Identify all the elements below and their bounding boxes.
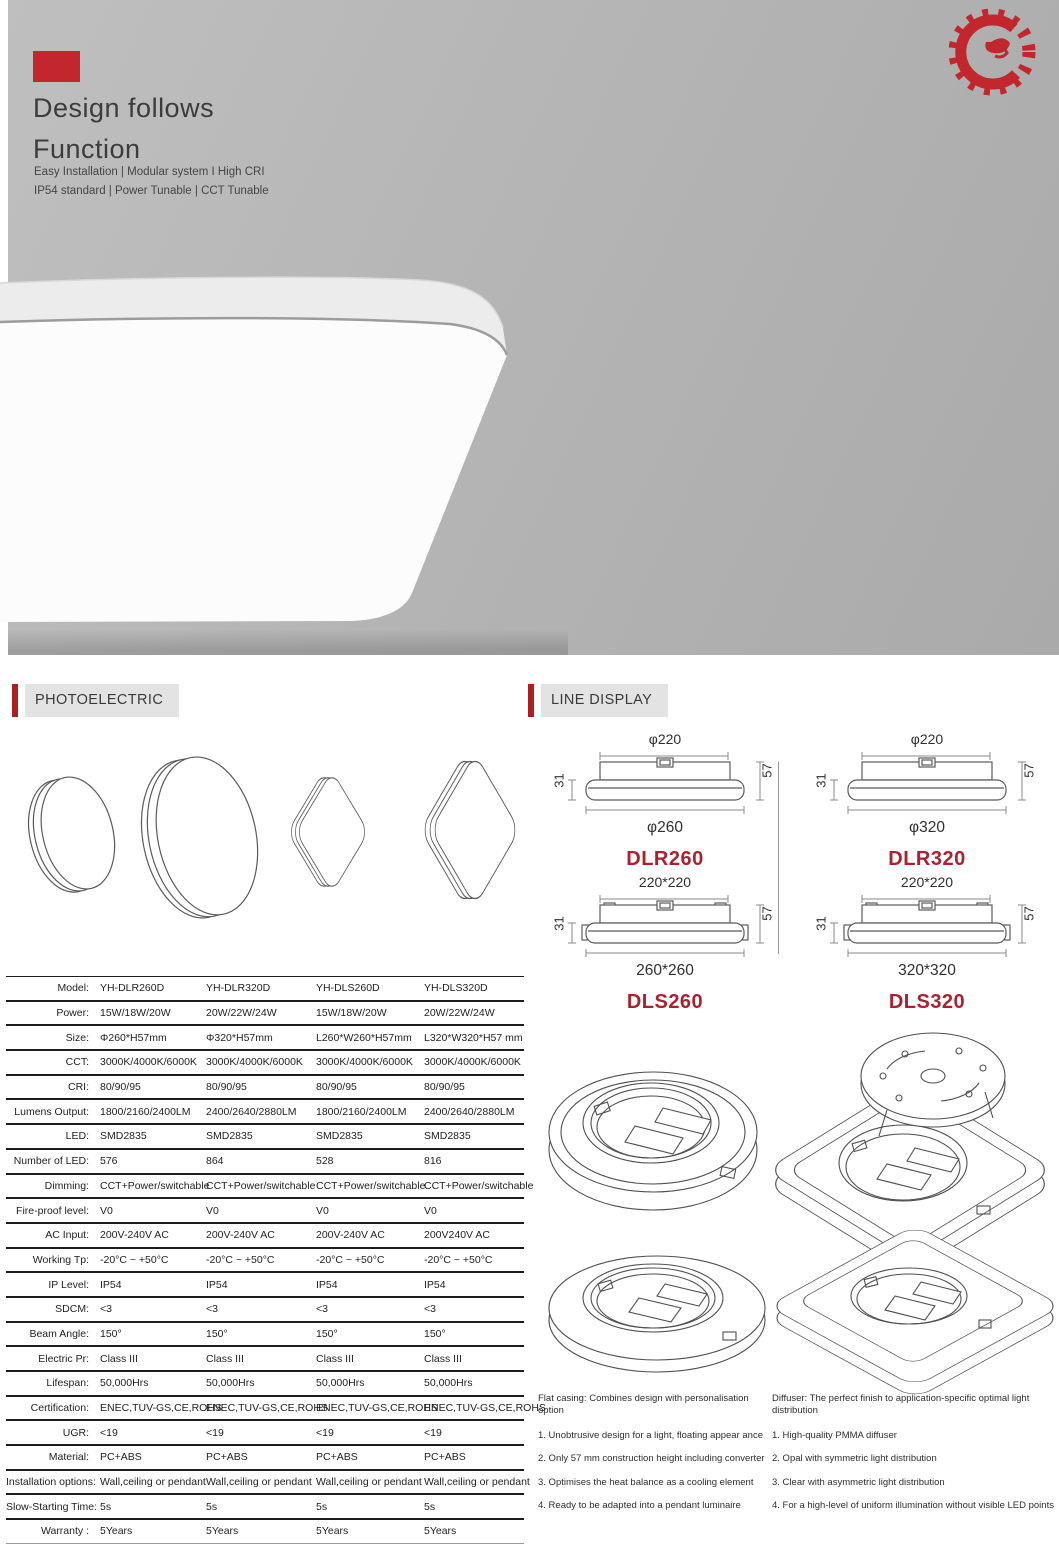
row-label: Installation options: — [6, 1476, 96, 1489]
row-value: 150° — [424, 1327, 446, 1340]
row-value: 3000K/4000K/6000K — [316, 1056, 413, 1069]
dimension-diagram-cell — [540, 731, 790, 874]
feature-lines — [34, 163, 269, 201]
row-value: 150° — [100, 1327, 122, 1340]
note-title: Diffuser: The perfect finish to application-specific optimal light distribution — [772, 1393, 1030, 1416]
brand-accent-square — [33, 51, 80, 82]
red-bar — [12, 684, 18, 717]
row-label: Lifespan: — [46, 1377, 89, 1390]
row-value: 2400/2640/2880LM — [424, 1105, 515, 1118]
row-value: 2400/2640/2880LM — [206, 1105, 297, 1118]
row-value: CCT+Power/switchable — [206, 1179, 316, 1192]
row-label: CCT: — [65, 1056, 89, 1069]
row-value: -20°C ~ +50°C — [100, 1253, 169, 1266]
row-label: LED: — [65, 1130, 89, 1143]
row-value: 576 — [100, 1155, 118, 1168]
dimension-drawing — [558, 893, 773, 961]
dimension-diagram — [551, 874, 775, 1014]
row-value: <3 — [316, 1303, 328, 1316]
row-label: Material: — [48, 1451, 89, 1464]
right-dimension-label: 57 — [1021, 763, 1037, 778]
dimension-diagram — [551, 731, 775, 871]
row-value: 50,000Hrs — [100, 1377, 149, 1390]
model-label: DLR260 — [626, 848, 704, 870]
model-label: DLR320 — [888, 848, 966, 870]
row-value: Wall,ceiling or pendant — [100, 1476, 206, 1489]
table-row — [6, 1395, 546, 1420]
dimension-diagram — [813, 731, 1037, 871]
row-value: Wall,ceiling or pendant — [424, 1476, 530, 1489]
bottom-dimension-label: 260*260 — [636, 962, 694, 979]
table-row — [6, 1222, 524, 1247]
table-row — [6, 976, 524, 1000]
left-dimension-label: 31 — [551, 916, 567, 931]
row-label: Fire-proof level: — [16, 1204, 89, 1217]
table-row — [6, 1444, 524, 1469]
row-value: 5s — [424, 1500, 436, 1513]
spec-table — [6, 976, 546, 1544]
row-value: 5Years — [100, 1525, 133, 1538]
row-value: CCT+Power/switchable — [100, 1179, 210, 1192]
row-value: 5s — [100, 1500, 112, 1513]
row-label: Electric Pr: — [38, 1352, 89, 1365]
row-value: CCT+Power/switchable — [424, 1179, 534, 1192]
row-value: V0 — [206, 1204, 219, 1217]
red-bar — [528, 684, 534, 717]
note-item: 3. Optimises the heat balance as a cooling element — [538, 1476, 754, 1488]
row-value: 5Years — [424, 1525, 457, 1538]
row-value: PC+ABS — [100, 1451, 142, 1464]
row-value: 200V-240V AC — [100, 1229, 169, 1242]
row-value: L320*W320*H57 mm — [424, 1031, 523, 1044]
bottom-dimension-label: φ320 — [909, 819, 945, 836]
section-title: PHOTOELECTRIC — [25, 684, 179, 717]
row-value: <19 — [206, 1426, 224, 1439]
row-value: 5s — [206, 1500, 218, 1513]
row-value: 864 — [206, 1155, 224, 1168]
table-row — [6, 1419, 524, 1444]
row-label: Number of LED: — [13, 1155, 89, 1168]
table-row — [6, 1197, 524, 1222]
row-value: SMD2835 — [206, 1130, 253, 1143]
note-item: 1. Unobtrusive design for a light, floating appear ance — [538, 1429, 763, 1441]
hero-section — [8, 0, 1059, 655]
row-value: <3 — [424, 1303, 436, 1316]
model-label: DLS320 — [888, 991, 966, 1013]
row-value: 3000K/4000K/6000K — [100, 1056, 197, 1069]
top-dimension-label: 220*220 — [900, 874, 954, 890]
section-header-photoelectric — [12, 684, 179, 717]
row-value: YH-DLR320D — [206, 982, 271, 995]
note-item: 3. Clear with asymmetric light distribution — [772, 1476, 945, 1488]
sun-logo-icon — [945, 2, 1041, 102]
note-item: 4. Ready to be adapted into a pendant luminaire — [538, 1500, 741, 1511]
table-row — [6, 1247, 524, 1272]
row-value: PC+ABS — [424, 1451, 466, 1464]
row-label: Model: — [57, 982, 89, 995]
row-label: Certification: — [30, 1402, 89, 1415]
feature-line: Easy Installation | Modular system I High CRI — [34, 166, 265, 178]
bottom-dimension-label: φ260 — [647, 819, 683, 836]
row-value: SMD2835 — [100, 1130, 147, 1143]
product-3d-drawings — [535, 1020, 1055, 1385]
row-value: 200V-240V AC — [316, 1229, 385, 1242]
table-row — [6, 1000, 524, 1025]
row-value: 150° — [316, 1327, 338, 1340]
row-value: V0 — [424, 1204, 437, 1217]
row-value: 1800/2160/2400LM — [100, 1105, 191, 1118]
round-back-deep — [549, 1072, 757, 1210]
row-value: V0 — [100, 1204, 113, 1217]
note-items — [772, 1430, 1057, 1512]
row-value: IP54 — [100, 1278, 122, 1291]
table-row — [6, 1074, 524, 1099]
column-divider-line — [778, 762, 779, 954]
row-value: <19 — [424, 1426, 442, 1439]
row-label: AC Input: — [45, 1229, 89, 1242]
row-label: IP Level: — [48, 1278, 89, 1291]
table-row — [6, 1493, 524, 1518]
section-header-line-display — [528, 684, 668, 717]
row-value: L260*W260*H57mm — [316, 1031, 412, 1044]
table-row — [6, 1370, 524, 1395]
row-value: 3000K/4000K/6000K — [206, 1056, 303, 1069]
table-row — [6, 1049, 524, 1074]
row-label: SDCM: — [55, 1303, 89, 1316]
row-value: 80/90/95 — [316, 1081, 357, 1094]
row-value: 50,000Hrs — [424, 1377, 473, 1390]
row-label: UGR: — [62, 1426, 89, 1439]
row-value: IP54 — [424, 1278, 446, 1291]
note-item: 2. Only 57 mm construction height including converter — [538, 1453, 765, 1464]
row-value: Φ320*H57mm — [206, 1031, 273, 1044]
row-value: Φ260*H57mm — [100, 1031, 167, 1044]
row-value: Class III — [206, 1352, 244, 1365]
row-value: 150° — [206, 1327, 228, 1340]
model-label: DLS260 — [626, 991, 704, 1013]
row-value: ENEC,TUV-GS,CE,ROHS — [206, 1402, 328, 1415]
square-back-flat — [768, 1225, 1059, 1399]
dimension-diagram-cell — [540, 874, 790, 1017]
flat-casing-notes — [538, 1393, 766, 1511]
row-value: 5Years — [316, 1525, 349, 1538]
section-title: LINE DISPLAY — [541, 684, 668, 717]
row-value: <19 — [316, 1426, 334, 1439]
dimension-diagram — [813, 874, 1037, 1014]
row-value: Class III — [424, 1352, 462, 1365]
round-back-flat — [549, 1256, 765, 1372]
row-value: -20°C ~ +50°C — [316, 1253, 385, 1266]
row-value: 80/90/95 — [100, 1081, 141, 1094]
left-dimension-label: 31 — [813, 773, 829, 788]
table-row — [6, 1296, 524, 1321]
row-label: CRI: — [68, 1081, 89, 1094]
row-value: ENEC,TUV-GS,CE,ROHS — [316, 1402, 438, 1415]
row-label: Dimming: — [44, 1179, 89, 1192]
top-dimension-label: φ220 — [648, 731, 682, 747]
table-row — [6, 1518, 524, 1543]
row-value: YH-DLR260D — [100, 982, 165, 995]
row-value: <3 — [100, 1303, 112, 1316]
row-value: SMD2835 — [316, 1130, 363, 1143]
dimension-drawing — [820, 750, 1035, 818]
left-dimension-label: 31 — [551, 773, 567, 788]
row-value: 50,000Hrs — [206, 1377, 255, 1390]
bottom-dimension-label: 320*320 — [898, 962, 956, 979]
table-row — [6, 1271, 524, 1296]
table-row — [6, 1321, 524, 1346]
row-label: Warranty : — [40, 1525, 89, 1538]
table-row — [6, 1173, 534, 1198]
row-value: 15W/18W/20W — [100, 1007, 171, 1020]
row-value: IP54 — [206, 1278, 228, 1291]
row-value: Wall,ceiling or pendant — [316, 1476, 422, 1489]
table-row — [6, 1024, 524, 1049]
row-value: <19 — [100, 1426, 118, 1439]
line-display-grid — [540, 731, 1052, 1017]
note-title: Flat casing: Combines design with personalisation option — [538, 1393, 749, 1416]
top-dimension-label: φ220 — [910, 731, 944, 747]
table-row — [6, 1469, 530, 1494]
row-value: 200V240V AC — [424, 1229, 490, 1242]
row-value: ENEC,TUV-GS,CE,ROHS — [100, 1402, 222, 1415]
dimension-drawing — [558, 750, 773, 818]
row-value: 80/90/95 — [424, 1081, 465, 1094]
photoelectric-drawings — [12, 742, 532, 942]
row-label: Power: — [56, 1007, 89, 1020]
left-dimension-label: 31 — [813, 916, 829, 931]
table-row — [6, 1148, 524, 1173]
row-value: <3 — [206, 1303, 218, 1316]
table-row — [6, 1123, 524, 1148]
row-value: 816 — [424, 1155, 442, 1168]
top-dimension-label: 220*220 — [638, 874, 692, 890]
row-value: YH-DLS320D — [424, 982, 488, 995]
row-value: 20W/22W/24W — [424, 1007, 495, 1020]
hero-product-image — [0, 250, 525, 655]
row-value: 200V-240V AC — [206, 1229, 275, 1242]
row-value: 50,000Hrs — [316, 1377, 365, 1390]
row-value: -20°C ~ +50°C — [424, 1253, 493, 1266]
row-label: Working Tp: — [32, 1253, 89, 1266]
feature-line: IP54 standard | Power Tunable | CCT Tunable — [34, 185, 269, 197]
row-value: IP54 — [316, 1278, 338, 1291]
row-label: Lumens Output: — [14, 1105, 89, 1118]
note-items — [538, 1430, 766, 1512]
row-value: 528 — [316, 1155, 334, 1168]
row-label: Slow-Starting Time: — [6, 1500, 98, 1513]
row-value: YH-DLS260D — [316, 982, 380, 995]
row-value: 1800/2160/2400LM — [316, 1105, 407, 1118]
row-value: Wall,ceiling or pendant — [206, 1476, 312, 1489]
row-value: Class III — [100, 1352, 138, 1365]
dimension-drawing — [820, 893, 1035, 961]
right-dimension-label: 57 — [1021, 906, 1037, 921]
diffuser-notes — [772, 1393, 1057, 1511]
row-label: Size: — [65, 1031, 89, 1044]
row-value: 80/90/95 — [206, 1081, 247, 1094]
right-dimension-label: 57 — [759, 763, 775, 778]
row-value: PC+ABS — [316, 1451, 358, 1464]
note-item: 1. High-quality PMMA diffuser — [772, 1429, 897, 1441]
dimension-diagram-cell — [802, 874, 1052, 1017]
row-value: 15W/18W/20W — [316, 1007, 387, 1020]
row-value: PC+ABS — [206, 1451, 248, 1464]
row-value: SMD2835 — [424, 1130, 471, 1143]
table-row — [6, 1345, 524, 1370]
right-dimension-label: 57 — [759, 906, 775, 921]
page-title — [33, 88, 214, 170]
row-value: ENEC,TUV-GS,CE,ROHS — [424, 1402, 546, 1415]
row-value: 5s — [316, 1500, 328, 1513]
page-title-line2: Function — [33, 134, 141, 164]
row-value: V0 — [316, 1204, 329, 1217]
note-item: 4. For a high-level of uniform illumination without visible LED points — [772, 1500, 1054, 1511]
dimension-diagram-cell — [802, 731, 1052, 874]
row-value: -20°C ~ +50°C — [206, 1253, 275, 1266]
row-value: 3000K/4000K/6000K — [424, 1056, 521, 1069]
row-label: Beam Angle: — [29, 1327, 89, 1340]
row-value: CCT+Power/switchable — [316, 1179, 426, 1192]
table-row — [6, 1098, 524, 1123]
row-value: Class III — [316, 1352, 354, 1365]
row-value: 20W/22W/24W — [206, 1007, 277, 1020]
note-item: 2. Opal with symmetric light distribution — [772, 1453, 937, 1464]
page-title-line1: Design follows — [33, 93, 215, 123]
row-value: 5Years — [206, 1525, 239, 1538]
